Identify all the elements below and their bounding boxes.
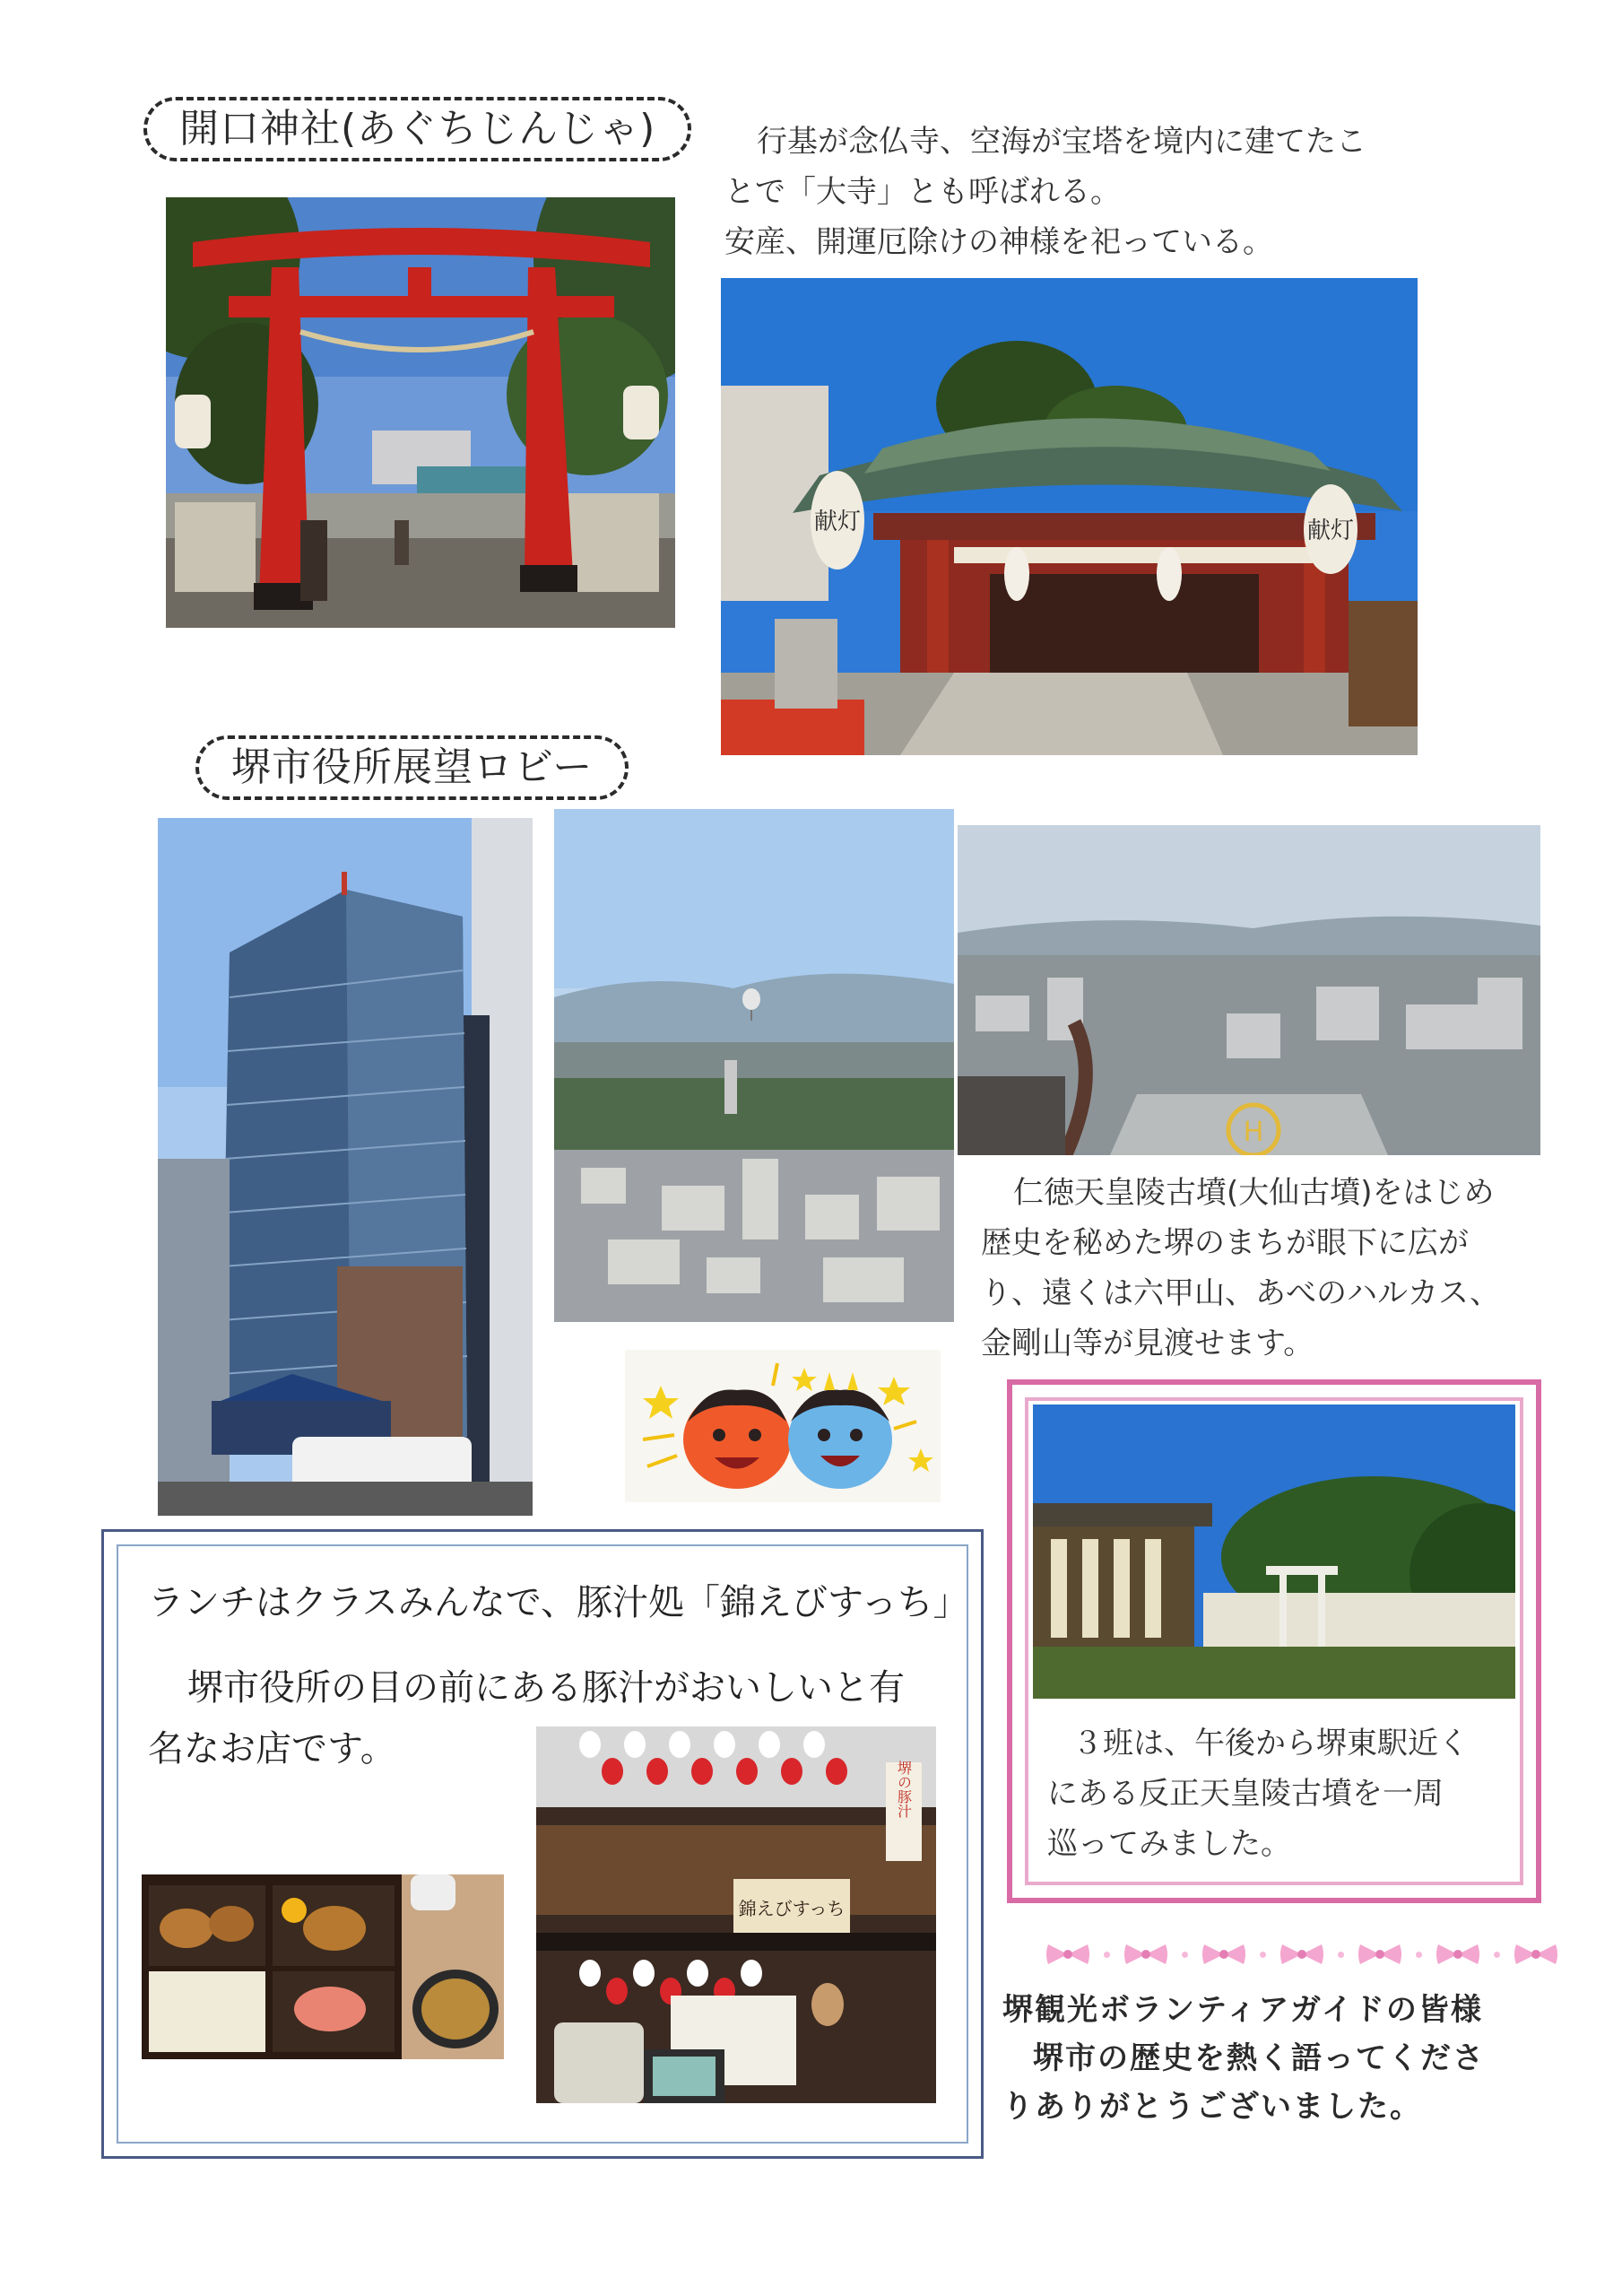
- ribbon-dot: [1416, 1952, 1422, 1958]
- oni-faces-illustration: [625, 1350, 941, 1502]
- city-hall-description: [981, 1168, 1555, 1369]
- lunch-line-2: 名なお店です。: [148, 1728, 396, 1770]
- svg-text:H: H: [1243, 1117, 1264, 1148]
- ribbon-icon: [1279, 1943, 1325, 1966]
- ribbon-icon: [1045, 1943, 1091, 1966]
- kofun-line-3: 巡ってみました。: [1047, 1826, 1291, 1862]
- lantern-right-text: 献灯: [1306, 517, 1355, 544]
- thanks-line-3: りありがとうございました。: [1002, 2089, 1422, 2125]
- shop-side-sign-text: 堺の豚汁: [895, 1761, 913, 1818]
- lantern-left-text: 献灯: [813, 509, 862, 535]
- kofun-line-2: にある反正天皇陵古墳を一周: [1047, 1776, 1444, 1812]
- torii-gate-photo: [166, 197, 675, 628]
- city-hall-tower-photo: [158, 818, 533, 1516]
- shrine-desc-line-1: 行基が念仏寺、空海が宝塔を境内に建てたこ: [757, 124, 1366, 160]
- thanks-line-1: 堺観光ボランティアガイドの皆様: [1002, 1992, 1483, 2028]
- shrine-desc-line-2: とで「大寺」とも呼ばれる。: [724, 174, 1121, 210]
- ribbon-icon: [1513, 1943, 1559, 1966]
- city-hall-heading: 堺市役所展望ロビー: [195, 735, 629, 800]
- ribbon-divider: [1045, 1943, 1559, 1966]
- ribbon-dot: [1260, 1952, 1266, 1958]
- shop-sign-text: 錦えびすっち: [738, 1898, 846, 1919]
- ribbon-icon: [1435, 1943, 1481, 1966]
- thanks-line-2: 堺市の歴史を熱く語ってくださ: [1033, 2040, 1485, 2076]
- thanks-message: [1002, 1986, 1576, 2131]
- shrine-desc-line-3: 安産、開運厄除けの神様を祀っている。: [724, 224, 1273, 260]
- shrine-heading: 開口神社(あぐちじんじゃ): [143, 97, 691, 161]
- city-desc-line-1: 仁徳天皇陵古墳(大仙古墳)をはじめ: [1013, 1175, 1495, 1211]
- ribbon-icon: [1357, 1943, 1403, 1966]
- lunch-title: ランチはクラスみんなで、豚汁処「錦えびすっち」: [148, 1582, 969, 1623]
- shrine-description: [724, 117, 1531, 267]
- ribbon-dot: [1182, 1952, 1188, 1958]
- balloon-city-view-photo: [554, 809, 954, 1322]
- ribbon-icon: [1123, 1943, 1169, 1966]
- lunch-line-1: 堺市役所の目の前にある豚汁がおいしいと有: [187, 1667, 905, 1709]
- kofun-text: [1047, 1718, 1531, 1869]
- tonjiru-shop-photo: [536, 1726, 936, 2103]
- city-desc-line-3: り、遠くは六甲山、あべのハルカス、: [981, 1275, 1501, 1311]
- wide-city-view-photo: [958, 825, 1540, 1155]
- ribbon-dot: [1494, 1952, 1500, 1958]
- ribbon-dot: [1104, 1952, 1110, 1958]
- ribbon-dot: [1338, 1952, 1344, 1958]
- shrine-hall-photo: [721, 278, 1418, 755]
- kofun-line-1: ３班は、午後から堺東駅近く: [1072, 1726, 1469, 1761]
- bento-lunch-photo: [142, 1874, 504, 2059]
- kofun-gate-photo: [1033, 1405, 1515, 1699]
- city-desc-line-4: 金剛山等が見渡せます。: [981, 1326, 1314, 1361]
- city-desc-line-2: 歴史を秘めた堺のまちが眼下に広が: [981, 1225, 1469, 1261]
- ribbon-icon: [1201, 1943, 1247, 1966]
